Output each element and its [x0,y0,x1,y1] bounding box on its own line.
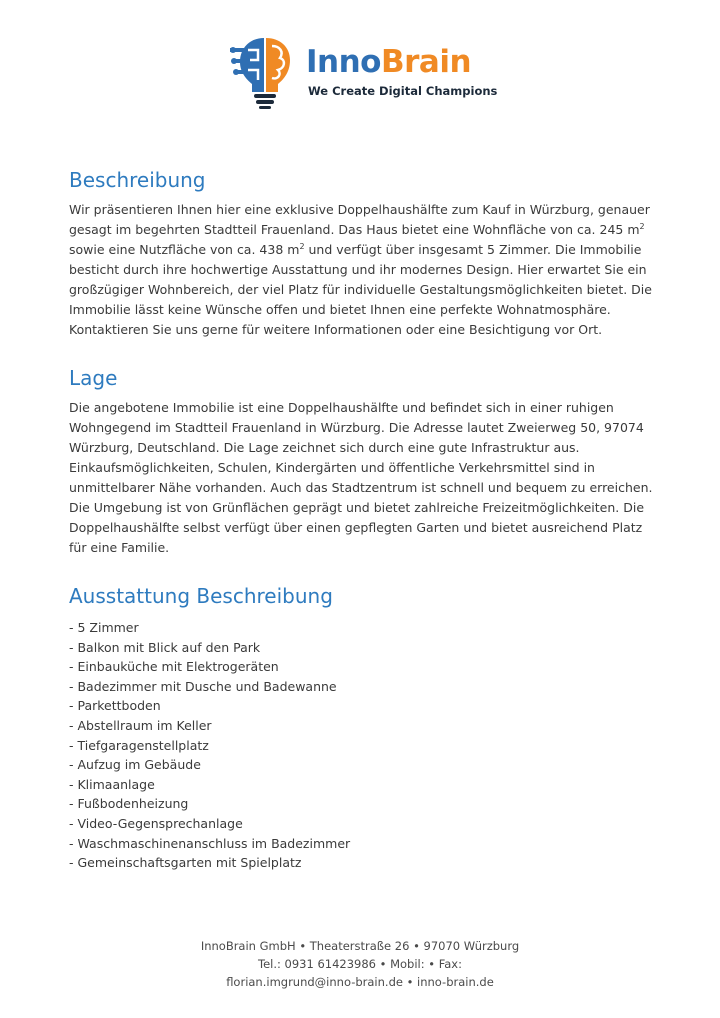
list-item: - Einbauküche mit Elektrogeräten [69,659,279,675]
footer-contact: florian.imgrund@inno-brain.de • inno-brain.de [226,975,494,989]
beschreibung-text-part-3: und verfügt über insgesamt 5 Zimmer. Die Immobilie besticht durch ihre hochwertige Ausstattung und ihr modernes Design. Hier erwartet Sie ein großzügiger Wohnbereich, der viel Platz für individuelle Gestaltungsmöglichkeiten bietet. Die Immobilie lässt keine Wünsche offen und bietet Ihnen eine perfekte Wohnatmosphäre. Kontaktieren Sie uns gerne für weitere Informationen oder eine Besichtigung vor Ort. [69,242,652,337]
logo-wordmark [306,44,471,80]
list-item: - Fußbodenheizung [69,796,189,812]
list-item: - Balkon mit Blick auf den Park [69,639,261,655]
section-beschreibung [69,166,659,340]
page-footer [0,937,720,991]
section-title-ausstattung: Ausstattung Beschreibung [69,584,333,608]
list-item: - Parkettboden [69,698,161,714]
footer-address: InnoBrain GmbH • Theaterstraße 26 • 97070 Würzburg [200,939,520,953]
list-item: - Tiefgaragenstellplatz [69,737,209,753]
logo-tagline: We Create Digital Champions [308,84,498,98]
list-item: - Badezimmer mit Dusche und Badewanne [69,678,337,694]
list-item: - Klimaanlage [69,776,155,792]
list-item: - Aufzug im Gebäude [69,757,201,773]
section-title-lage: Lage [69,366,118,390]
beschreibung-text [69,200,659,340]
list-item: - 5 Zimmer [69,620,139,635]
superscript-2: 2 [639,222,645,231]
list-item: - Waschmaschinenanschluss im Badezimmer [69,835,351,851]
section-title-beschreibung: Beschreibung [69,168,206,192]
list-item: - Gemeinschaftsgarten mit Spielplatz [69,855,302,871]
lage-text: Die angebotene Immobilie ist eine Doppelhaushälfte und befindet sich in einer ruhigen Wohngegend im Stadtteil Frauenland in Würzburg. Die Adresse lautet Zweierweg 50, 97074 Würzburg, Deutschland. Die Lage zeichnet sich durch eine gute Infrastruktur aus. Einkaufsmöglichkeiten, Schulen, Kindergärten und öffentliche Verkehrsmittel sind in unmittelbarer Nähe vorhanden. Auch das Stadtzentrum ist schnell und bequem zu erreichen. Die Umgebung ist von Grünflächen geprägt und bietet zahlreiche Freizeitmöglichkeiten. Die Doppelhaushälfte selbst verfügt über einen gepflegten Garten und bietet ausreichend Platz für eine Familie. [69,400,653,555]
list-item: - Abstellraum im Keller [69,717,212,733]
section-lage [69,364,659,558]
brain-bulb-icon [230,32,302,110]
ausstattung-list [69,618,659,873]
superscript-2: 2 [299,242,305,251]
company-logo [230,32,500,110]
document-body [69,166,659,873]
section-ausstattung [69,582,659,873]
list-item: - Video-Gegensprechanlage [69,815,243,831]
beschreibung-text-part-2: sowie eine Nutzfläche von ca. 438 m [69,242,300,257]
beschreibung-text-part-1: Wir präsentieren Ihnen hier eine exklusive Doppelhaushälfte zum Kauf in Würzburg, genauer gesagt im begehrten Stadtteil Frauenland. Das Haus bietet eine Wohnfläche von ca. 245 m [69,202,650,237]
logo-word-brain: Brain [380,44,472,80]
logo-word-inno: Inno [306,44,381,80]
footer-phone: Tel.: 0931 61423986 • Mobil: • Fax: [258,957,462,971]
